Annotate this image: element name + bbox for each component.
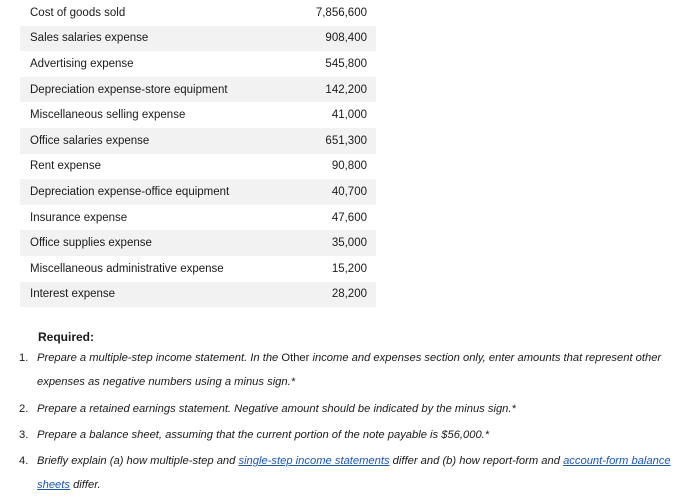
row-value: 142,200	[325, 83, 367, 96]
row-label: Rent expense	[30, 160, 101, 173]
required-heading: Required:	[38, 330, 95, 344]
item-text-part: Prepare a multiple-step income statement. In the	[37, 352, 282, 364]
row-value: 7,856,600	[315, 6, 367, 19]
item-number: 2.	[19, 403, 29, 415]
table-row	[20, 51, 376, 77]
row-value: 908,400	[325, 32, 367, 45]
list-item	[19, 455, 689, 497]
item-text	[37, 346, 689, 400]
table-row	[20, 230, 376, 256]
item-text-part: income and expenses section only, enter amounts that represent other expenses as negative numbers using a minus sign.*	[37, 352, 662, 388]
table-row	[20, 179, 376, 205]
item-text: Prepare a balance sheet, assuming that the current portion of the note payable is $56,000.*	[37, 429, 490, 441]
item-text	[37, 449, 689, 497]
row-value: 15,200	[331, 262, 367, 275]
row-label: Office salaries expense	[30, 134, 150, 147]
row-label: Insurance expense	[30, 211, 128, 224]
row-label: Office supplies expense	[30, 237, 152, 250]
row-label: Sales salaries expense	[30, 32, 149, 45]
row-label: Miscellaneous selling expense	[30, 109, 186, 122]
row-value: 47,600	[331, 211, 367, 224]
account-form-balance-sheets-link[interactable]: account-form balance sheets	[37, 455, 671, 491]
row-label: Miscellaneous administrative expense	[30, 262, 224, 275]
table-row	[20, 26, 376, 52]
row-value: 40,700	[331, 185, 367, 198]
row-value: 651,300	[325, 134, 367, 147]
table-row	[20, 282, 376, 308]
row-value: 28,200	[331, 288, 367, 301]
table-row	[20, 154, 376, 180]
item-text-part: differ and (b) how report-form and	[389, 455, 564, 467]
item-text-part: differ.	[69, 479, 101, 491]
expense-table	[20, 0, 376, 307]
row-label: Interest expense	[30, 288, 116, 301]
row-label: Depreciation expense-store equipment	[30, 83, 228, 96]
row-value: 41,000	[331, 109, 367, 122]
item-text-emphasis: Other	[281, 352, 310, 364]
row-label: Cost of goods sold	[30, 6, 126, 19]
item-number: 3.	[19, 429, 29, 441]
item-text: Prepare a retained earnings statement. Negative amount should be indicated by the minus sign.*	[37, 403, 516, 415]
table-row	[20, 0, 376, 26]
row-value: 35,000	[331, 237, 367, 250]
row-label: Depreciation expense-office equipment	[30, 185, 230, 198]
item-number: 1.	[19, 352, 29, 364]
row-label: Advertising expense	[30, 57, 134, 70]
row-value: 90,800	[331, 160, 367, 173]
item-text-part: Briefly explain (a) how multiple-step and	[37, 455, 239, 467]
table-row	[20, 205, 376, 231]
single-step-income-statements-link[interactable]: single-step income statements	[238, 455, 390, 467]
item-number: 4.	[19, 455, 29, 467]
table-row	[20, 128, 376, 154]
list-item	[19, 352, 689, 400]
row-value: 545,800	[325, 57, 367, 70]
table-row	[20, 102, 376, 128]
required-list	[19, 352, 689, 497]
table-row	[20, 256, 376, 282]
table-row	[20, 77, 376, 103]
